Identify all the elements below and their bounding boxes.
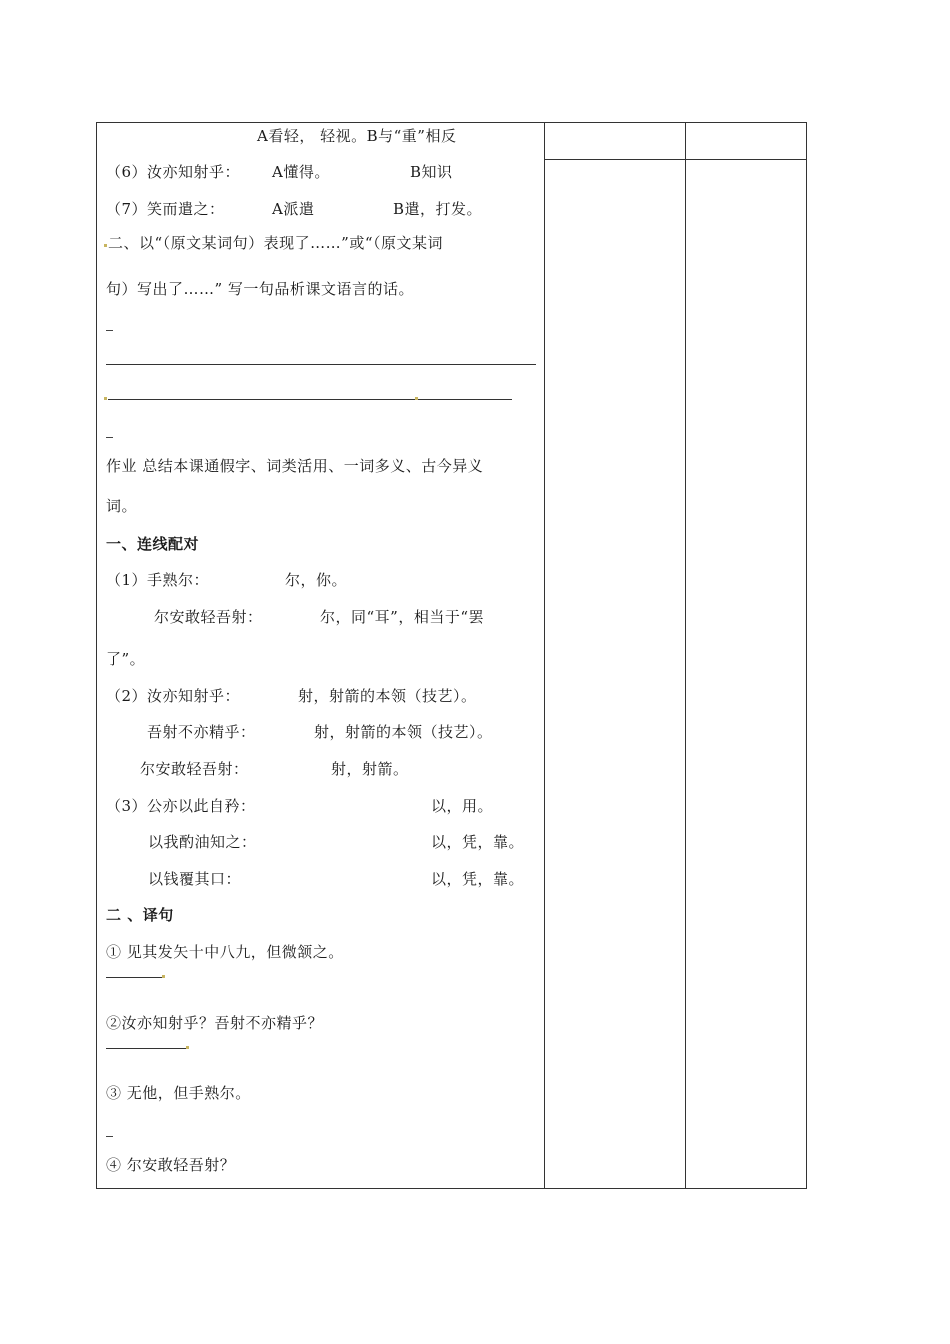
mark bbox=[162, 975, 165, 978]
column-divider-2 bbox=[685, 122, 686, 1189]
answer-line-1 bbox=[106, 364, 536, 365]
row-divider bbox=[544, 159, 807, 160]
homework-line-1: 作业 总结本课通假字、词类活用、一词多义、古今异义 bbox=[106, 457, 484, 475]
match-3-left: （2）汝亦知射乎： bbox=[106, 687, 241, 705]
match-3-right: 射，射箭的本领（技艺）。 bbox=[298, 687, 477, 705]
line-1: A看轻， 轻视。B与“重”相反 bbox=[257, 127, 457, 145]
task-2-line-2: 句）写出了……” 写一句品析课文语言的话。 bbox=[106, 280, 414, 298]
answer-line-s1 bbox=[106, 977, 162, 978]
match-5-left: 尔安敢轻吾射： bbox=[140, 760, 249, 778]
section-1-heading: 一、连线配对 bbox=[106, 535, 200, 553]
match-7-right: 以，凭，靠。 bbox=[431, 833, 525, 851]
blank-dash bbox=[106, 437, 113, 438]
line-2-option-a: A懂得。 bbox=[272, 163, 330, 181]
sentence-4: ④ 尔安敢轻吾射？ bbox=[106, 1156, 236, 1174]
match-4-right: 射，射箭的本领（技艺）。 bbox=[314, 723, 493, 741]
sentence-2: ②汝亦知射乎？吾射不亦精乎？ bbox=[106, 1014, 324, 1032]
match-2-left: 尔安敢轻吾射： bbox=[154, 608, 263, 626]
answer-line-3 bbox=[418, 399, 512, 400]
mark bbox=[104, 244, 107, 247]
match-2-right: 尔，同“耳”，相当于“罢 bbox=[320, 608, 485, 626]
match-1-left: （1）手熟尔： bbox=[106, 571, 210, 589]
match-6-left: （3）公亦以此自矜： bbox=[106, 797, 256, 815]
line-3-option-a: A派遣 bbox=[272, 200, 315, 218]
match-8-left: 以钱覆其口： bbox=[148, 870, 242, 888]
homework-line-2: 词。 bbox=[106, 497, 138, 515]
match-5-right: 射，射箭。 bbox=[331, 760, 409, 778]
mark bbox=[186, 1046, 189, 1049]
sentence-1: ① 见其发矢十中八九，但微颔之。 bbox=[106, 943, 344, 961]
line-3-label: （7）笑而遣之： bbox=[106, 200, 225, 218]
mark bbox=[104, 397, 107, 400]
answer-line-2 bbox=[108, 399, 415, 400]
column-divider-1 bbox=[544, 122, 545, 1189]
match-2-right-cont: 了”。 bbox=[106, 650, 146, 668]
match-6-right: 以，用。 bbox=[431, 797, 494, 815]
line-2-option-b: B知识 bbox=[410, 163, 453, 181]
match-1-right: 尔，你。 bbox=[285, 571, 348, 589]
match-4-left: 吾射不亦精乎： bbox=[147, 723, 256, 741]
sentence-3: ③ 无他，但手熟尔。 bbox=[106, 1084, 251, 1102]
line-2-label: （6）汝亦知射乎： bbox=[106, 163, 241, 181]
task-2-line-1: 二、以“（原文某词句）表现了……”或“（原文某词 bbox=[108, 234, 444, 252]
blank-dash bbox=[106, 1136, 113, 1137]
line-3-option-b: B遣，打发。 bbox=[393, 200, 483, 218]
match-7-left: 以我酌油知之： bbox=[148, 833, 257, 851]
section-2-heading: 二 、译句 bbox=[106, 906, 174, 924]
answer-line-s2 bbox=[106, 1048, 186, 1049]
match-8-right: 以，凭，靠。 bbox=[431, 870, 525, 888]
blank-dash bbox=[106, 330, 113, 331]
